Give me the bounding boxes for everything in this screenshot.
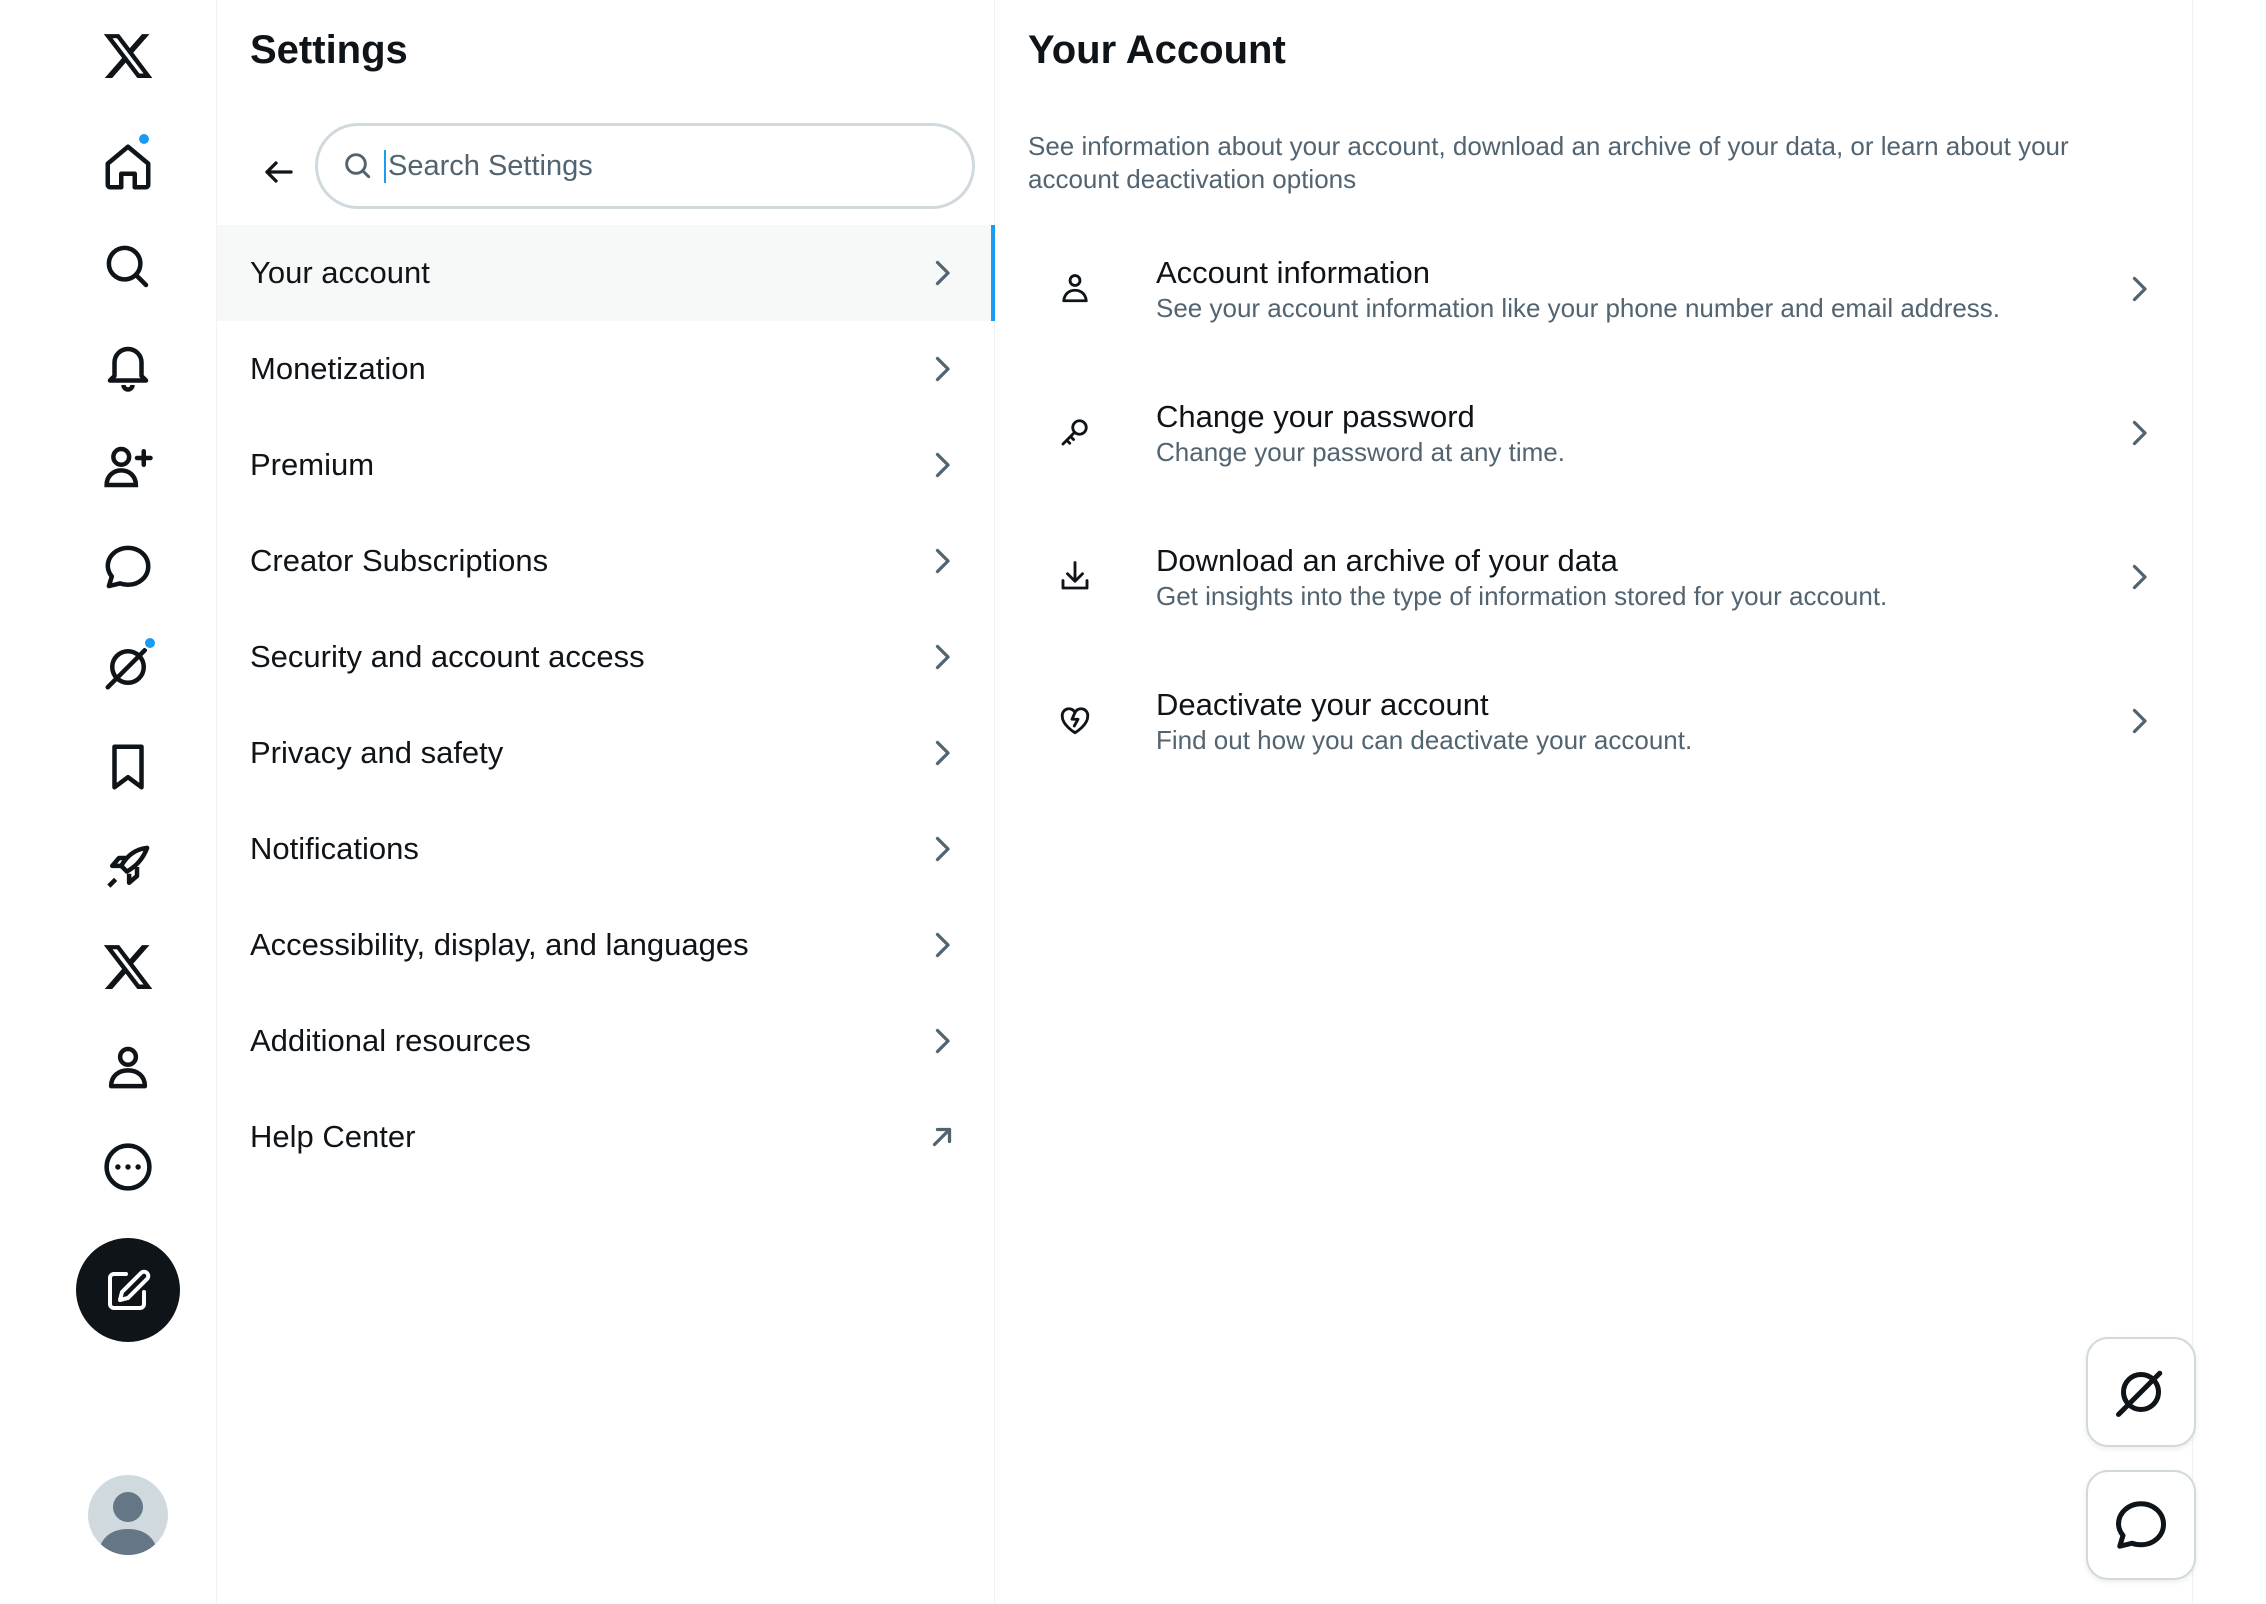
chevron-right-icon: [2121, 559, 2157, 595]
explore-link[interactable]: [85, 224, 170, 309]
chevron-right-icon: [2121, 703, 2157, 739]
arrow-left-icon: [261, 154, 297, 190]
settings-menu-item[interactable]: [217, 705, 995, 801]
back-button[interactable]: [247, 140, 311, 204]
more-link[interactable]: [85, 1124, 170, 1209]
messages-chat-icon: [2111, 1495, 2171, 1555]
messages-floating-button[interactable]: [2086, 1470, 2196, 1580]
chevron-right-icon: [924, 543, 960, 579]
settings-search-input[interactable]: [384, 150, 944, 183]
chevron-right-icon: [924, 447, 960, 483]
settings-menu-item[interactable]: [217, 993, 995, 1089]
account-option-row[interactable]: [995, 381, 2193, 525]
chevron-right-icon: [924, 735, 960, 771]
x-logo-icon: [101, 29, 155, 83]
settings-menu-item[interactable]: [217, 225, 995, 321]
external-link-arrow-icon: [924, 1119, 960, 1155]
settings-menu-item-label: Monetization: [250, 351, 426, 386]
settings-menu: [217, 225, 995, 1185]
settings-menu-item[interactable]: [217, 897, 995, 993]
account-options-list: [995, 237, 2193, 813]
search-icon: [101, 240, 155, 294]
x-premium-icon: [101, 940, 155, 994]
chevron-right-icon: [924, 639, 960, 675]
chevron-right-icon: [924, 255, 960, 291]
search-icon: [342, 150, 374, 182]
messages-chat-icon: [101, 540, 155, 594]
notifications-bell-icon: [101, 340, 155, 394]
default-avatar-icon: [88, 1475, 168, 1555]
premium-link[interactable]: [85, 924, 170, 1009]
settings-menu-item-label: Help Center: [250, 1119, 416, 1154]
profile-link[interactable]: [85, 1024, 170, 1109]
account-option-title: Download an archive of your data: [1156, 543, 1618, 578]
home-icon: [101, 140, 155, 194]
bookmarks-link[interactable]: [85, 724, 170, 809]
more-icon: [101, 1140, 155, 1194]
profile-icon: [101, 1040, 155, 1094]
settings-menu-item-label: Additional resources: [250, 1023, 531, 1058]
account-option-title: Change your password: [1156, 399, 1475, 434]
grok-notification-dot: [143, 636, 157, 650]
grok-floating-button[interactable]: [2086, 1337, 2196, 1447]
left-navigation-rail: [0, 0, 217, 1604]
home-link[interactable]: [85, 124, 170, 209]
chevron-right-icon: [2121, 415, 2157, 451]
rocket-icon: [101, 840, 155, 894]
settings-menu-item-label: Notifications: [250, 831, 419, 866]
settings-menu-item[interactable]: [217, 609, 995, 705]
compose-post-button[interactable]: [76, 1238, 180, 1342]
jobs-link[interactable]: [85, 824, 170, 909]
follow-link[interactable]: [85, 424, 170, 509]
account-option-subtitle: Change your password at any time.: [1156, 437, 1565, 467]
settings-column: [217, 0, 995, 1604]
account-option-title: Account information: [1156, 255, 1430, 290]
chevron-right-icon: [924, 927, 960, 963]
grok-link[interactable]: [85, 624, 170, 709]
settings-search-box[interactable]: [315, 123, 975, 209]
broken-heart-icon: [1057, 702, 1093, 738]
key-icon: [1057, 414, 1093, 450]
chevron-right-icon: [2121, 271, 2157, 307]
settings-menu-item[interactable]: [217, 1089, 995, 1185]
settings-menu-item[interactable]: [217, 321, 995, 417]
account-option-title: Deactivate your account: [1156, 687, 1489, 722]
download-icon: [1057, 558, 1093, 594]
account-option-row[interactable]: [995, 525, 2193, 669]
bookmark-icon: [101, 740, 155, 794]
your-account-column: [995, 0, 2193, 1604]
person-icon: [1057, 270, 1093, 306]
compose-post-icon: [104, 1266, 152, 1314]
settings-menu-item-label: Premium: [250, 447, 375, 482]
settings-menu-item-label: Creator Subscriptions: [250, 543, 549, 578]
x-logo-link[interactable]: [85, 13, 170, 98]
notifications-link[interactable]: [85, 324, 170, 409]
chevron-right-icon: [924, 351, 960, 387]
account-option-subtitle: See your account information like your phone number and email address.: [1156, 293, 2001, 323]
home-notification-dot: [137, 132, 151, 146]
settings-menu-item-label: Security and account access: [250, 639, 645, 674]
account-description: See information about your account, download an archive of your data, or learn about your account deactivation options: [1028, 131, 2069, 194]
messages-link[interactable]: [85, 524, 170, 609]
settings-menu-item-label: Accessibility, display, and languages: [250, 927, 749, 962]
account-option-subtitle: Find out how you can deactivate your account.: [1156, 725, 1693, 755]
account-avatar-button[interactable]: [88, 1475, 168, 1555]
account-option-subtitle: Get insights into the type of information stored for your account.: [1156, 581, 1888, 611]
chevron-right-icon: [924, 831, 960, 867]
account-title: Your Account: [1028, 28, 1286, 72]
settings-menu-item[interactable]: [217, 801, 995, 897]
chevron-right-icon: [924, 1023, 960, 1059]
settings-title: Settings: [250, 28, 408, 72]
account-option-row[interactable]: [995, 669, 2193, 813]
settings-menu-item[interactable]: [217, 513, 995, 609]
settings-menu-item[interactable]: [217, 417, 995, 513]
settings-menu-item-label: Your account: [250, 255, 430, 290]
account-option-row[interactable]: [995, 237, 2193, 381]
follow-add-user-icon: [101, 440, 155, 494]
grok-icon: [2111, 1362, 2171, 1422]
settings-menu-item-label: Privacy and safety: [250, 735, 504, 770]
